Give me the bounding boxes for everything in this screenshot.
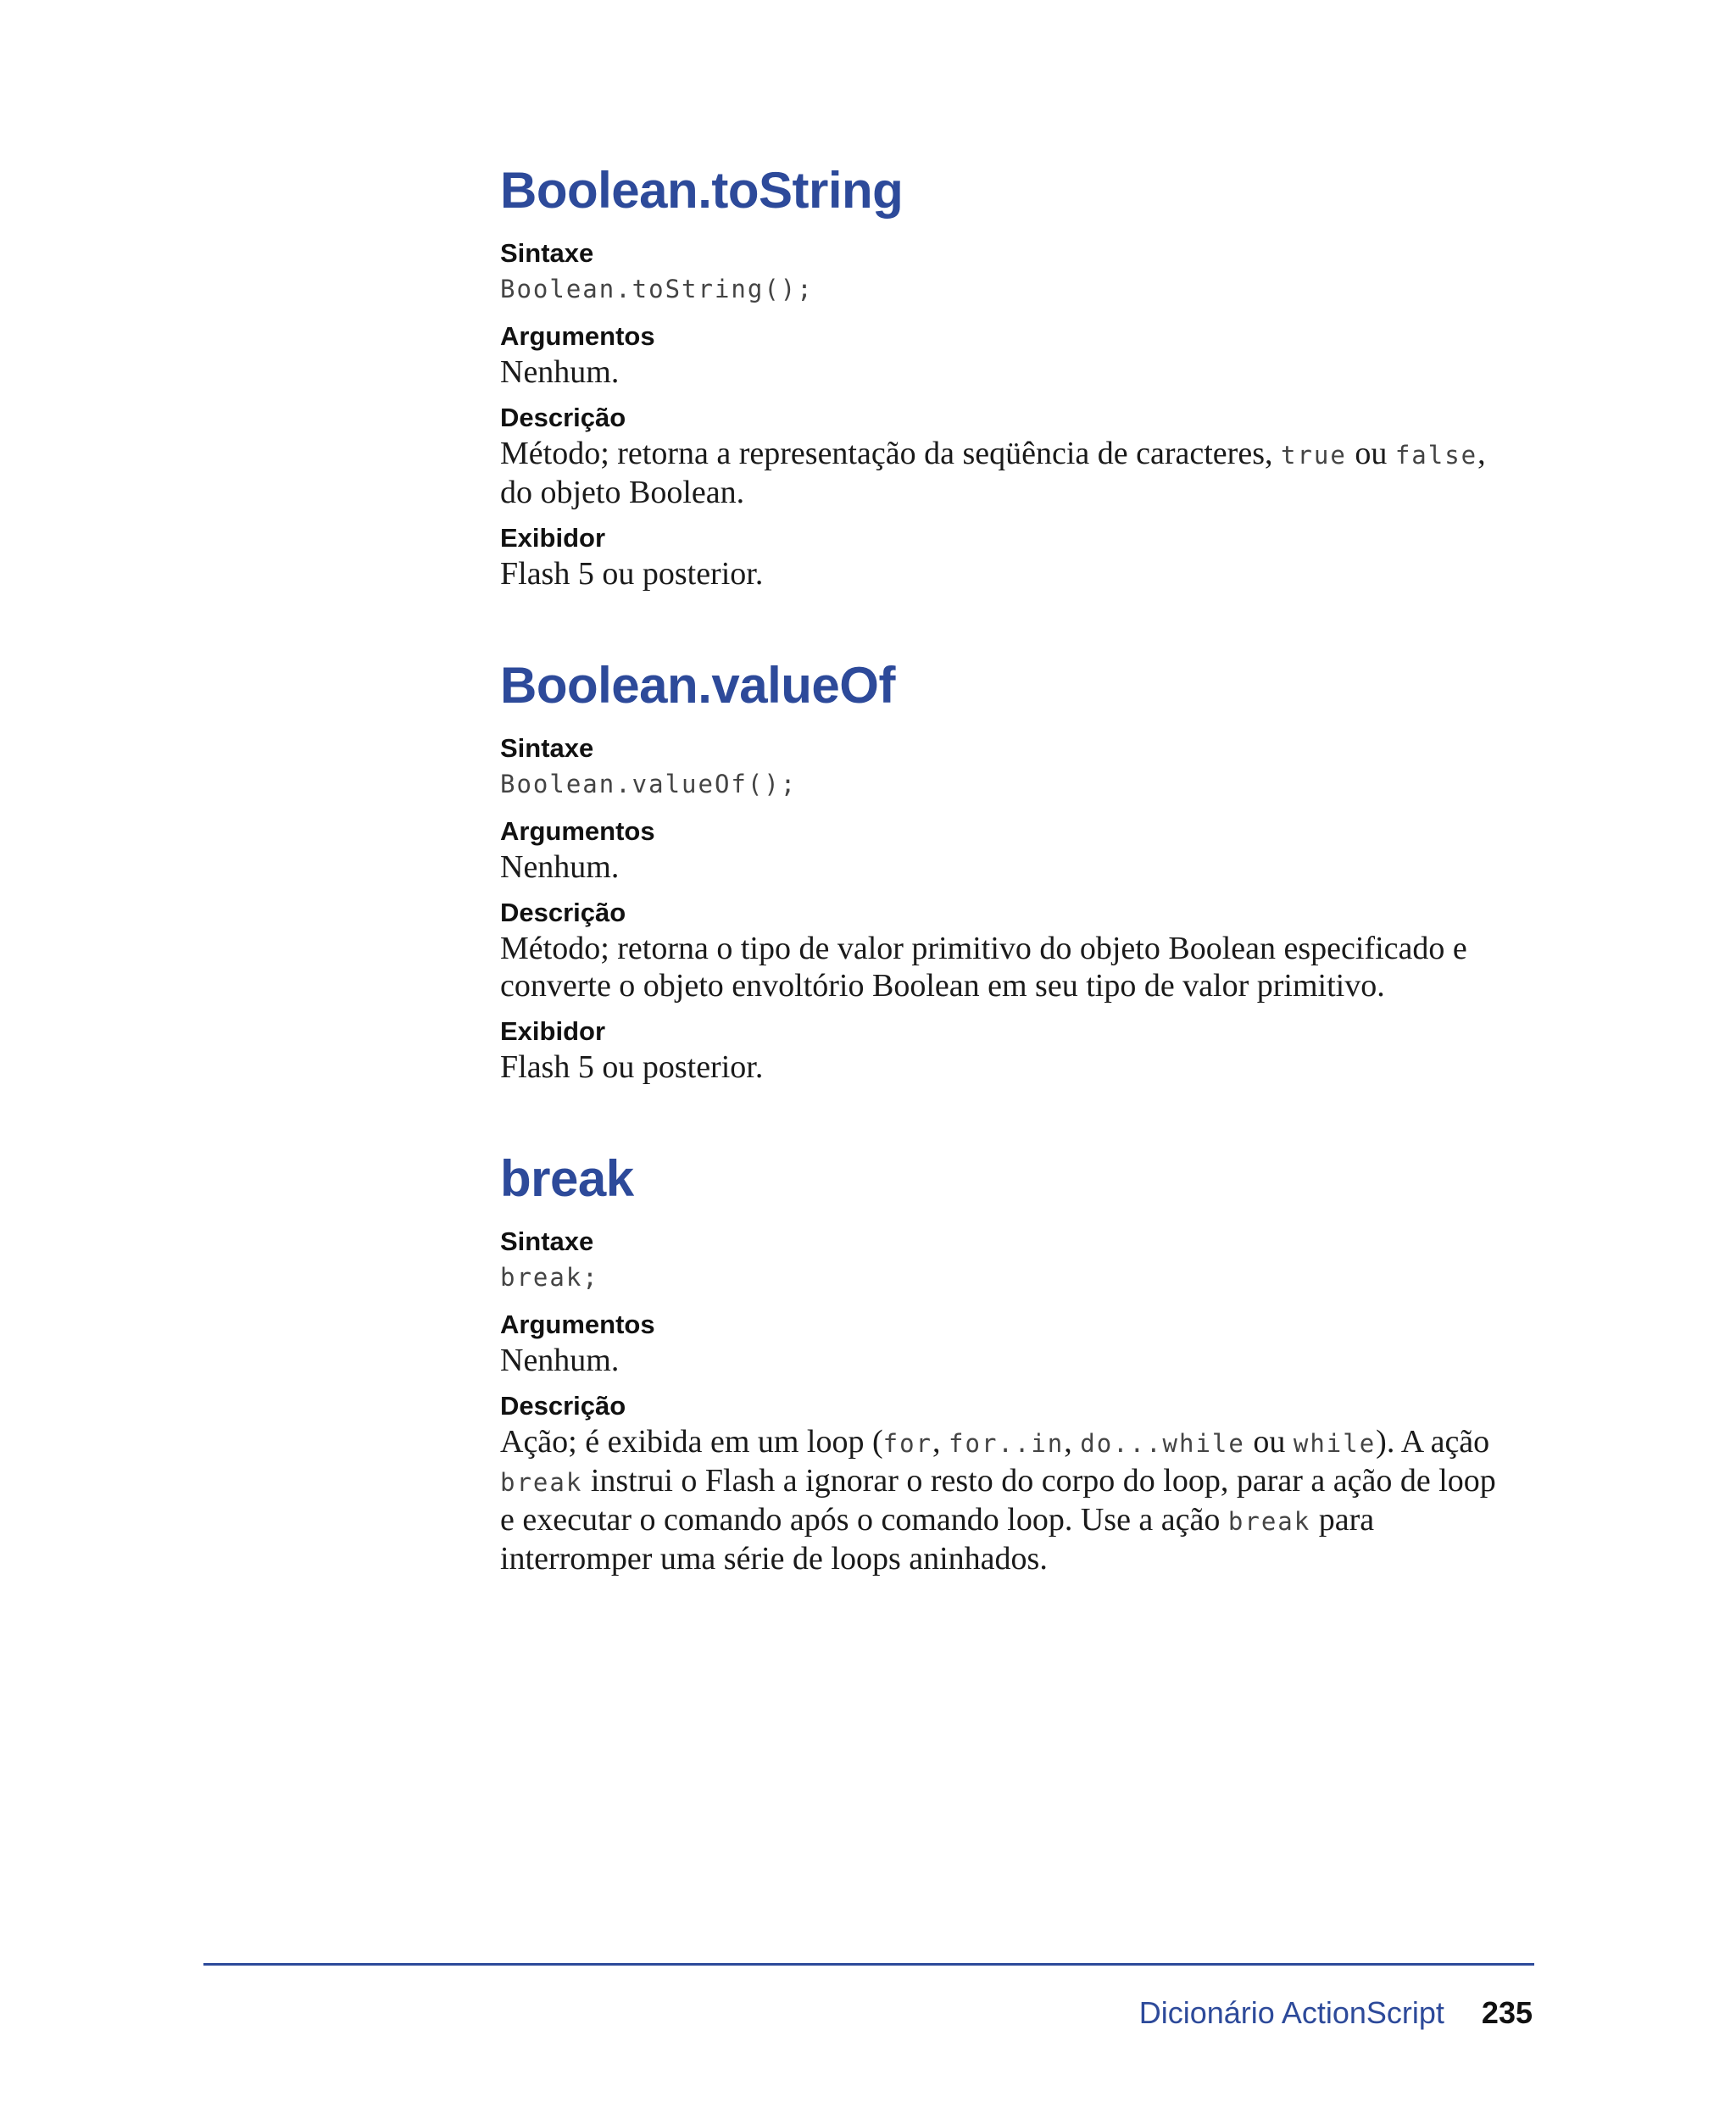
argumentos-text: Nenhum.	[500, 1343, 620, 1378]
descricao-label: Descrição	[500, 1391, 626, 1421]
code-break: break	[1227, 1507, 1311, 1536]
code-for-in: for..in	[949, 1429, 1065, 1458]
argumentos-text: Nenhum.	[500, 354, 620, 390]
descricao-fragment: ou	[1244, 1424, 1294, 1460]
page-footer	[1139, 1995, 1533, 2031]
footer-title: Dicionário ActionScript	[1138, 1995, 1444, 2030]
code-do-while: do...while	[1080, 1429, 1245, 1458]
footer-rule	[203, 1963, 1534, 1966]
sintaxe-code: Boolean.toString();	[500, 275, 814, 303]
sintaxe-label: Sintaxe	[500, 733, 594, 763]
sintaxe-label: Sintaxe	[500, 1226, 594, 1256]
exibidor-text: Flash 5 ou posterior.	[500, 1049, 764, 1085]
descricao-fragment: ). A ação	[1376, 1424, 1490, 1460]
code-while: while	[1293, 1429, 1377, 1458]
descricao-fragment: , do objeto Boolean.	[500, 436, 1486, 510]
entry-title: Boolean.valueOf	[500, 657, 895, 714]
descricao-label: Descrição	[500, 898, 626, 927]
entry-boolean-tostring	[500, 157, 1517, 592]
entry-title: break	[500, 1150, 634, 1207]
descricao-text	[500, 1423, 1517, 1577]
argumentos-label: Argumentos	[500, 321, 655, 351]
descricao-fragment: para interromper uma série de loops aninhados.	[500, 1502, 1375, 1577]
entry-boolean-valueof	[500, 652, 1517, 1086]
page-content	[500, 157, 1517, 1637]
argumentos-label: Argumentos	[500, 1310, 655, 1339]
argumentos-text: Nenhum.	[500, 849, 620, 885]
exibidor-label: Exibidor	[500, 1016, 606, 1046]
page-number: 235	[1481, 1995, 1533, 2030]
descricao-fragment: ,	[932, 1424, 949, 1460]
entry-title: Boolean.toString	[500, 162, 904, 219]
descricao-text	[500, 435, 1517, 511]
exibidor-label: Exibidor	[500, 523, 606, 553]
argumentos-label: Argumentos	[500, 816, 655, 846]
code-for: for	[882, 1429, 933, 1458]
descricao-fragment: ,	[1064, 1424, 1081, 1460]
descricao-fragment: ou	[1346, 436, 1395, 471]
code-false: false	[1394, 441, 1478, 470]
descricao-label: Descrição	[500, 403, 626, 432]
descricao-fragment: instrui o Flash a ignorar o resto do corpo do loop, parar a ação de loop e executar o comando após o comando loop. Use a ação	[500, 1463, 1496, 1538]
exibidor-text: Flash 5 ou posterior.	[500, 556, 764, 592]
sintaxe-code: Boolean.valueOf();	[500, 770, 798, 798]
entry-break	[500, 1145, 1517, 1577]
descricao-fragment: Método; retorna a representação da seqüência de caracteres,	[500, 436, 1281, 471]
sintaxe-code: break;	[500, 1263, 599, 1292]
sintaxe-label: Sintaxe	[500, 238, 594, 268]
code-true: true	[1280, 441, 1347, 470]
descricao-text: Método; retorna o tipo de valor primitivo do objeto Boolean especificado e converte o objeto envoltório Boolean em seu tipo de valor primitivo.	[500, 931, 1467, 1004]
code-break: break	[500, 1468, 583, 1497]
descricao-fragment: Ação; é exibida em um loop (	[500, 1424, 883, 1460]
